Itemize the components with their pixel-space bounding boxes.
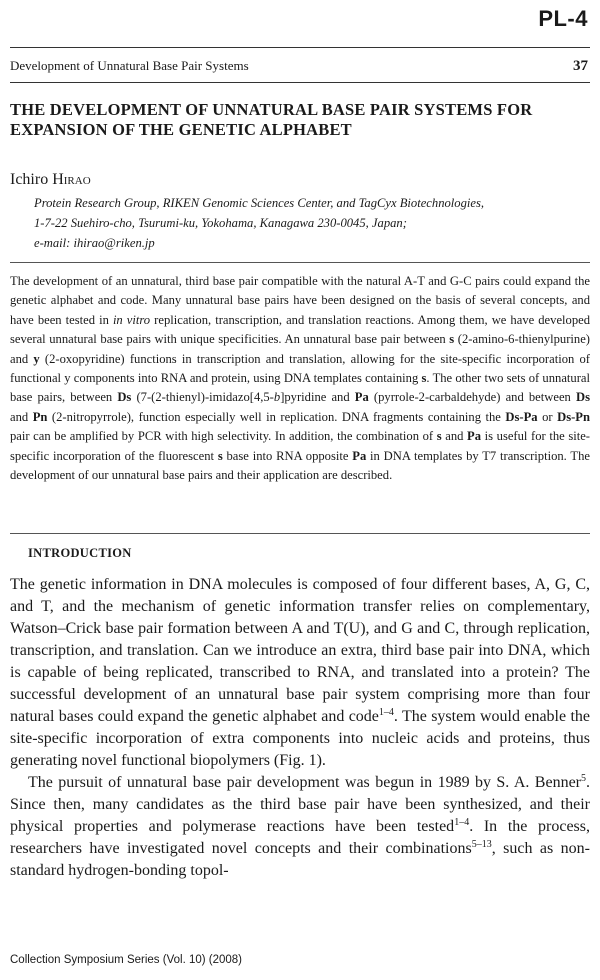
abstract-text: replication, transcription, and translation reactions. Among them, we have developed several unnatural base pairs with unique specificities. An unnatural base pair between [10,312,591,347]
abstract-text: . The other two sets of unnatural base pairs, between [10,371,590,405]
abstract-bold: Pa [352,448,367,463]
abstract-text: ]pyridine and [280,390,355,405]
paragraph [10,574,590,772]
footer-series: Collection Symposium Series (Vol. 10) (2008) [10,954,243,966]
abstract-text: and [441,429,468,444]
abstract-italic: in vitro [112,312,151,327]
abstract-bold: Pa [467,429,482,444]
citation: 1–4 [378,707,394,718]
author-last-name: Hirao [52,171,91,188]
paragraph-text: The genetic information in DNA molecules is composed of four different bases, A, G, C, and T, and the mechanism of genetic information transfer relies on complementary, Watson–Crick base pair formation between A and T(U), and G and C, through replication, transcription, and translation. Can we introduce an extra, third base pair into DNA, which is capable of being replicated, transcribed to RNA, and translated into a protein? The successful development of an unnatural base pair system comprising more than four natural bases could expand the genetic alphabet and code [10,576,590,725]
page-label: PL-4 [538,6,588,31]
abstract-bold: Ds-Pn [557,409,590,424]
paragraph-text: . Since then, many candidates as the third base pair have been synthesized, and their physical properties and polymerase reactions have been tested [10,774,590,835]
paper-title [10,100,580,140]
citation: 5–13 [471,839,492,850]
abstract-text: (7-(2-thienyl)-imidazo[4,5- [131,390,274,405]
title-line-2: EXPANSION OF THE GENETIC ALPHABET [10,120,352,139]
header-rule-top [10,47,590,48]
affiliation-line-2: 1-7-22 Suehiro-cho, Tsurumi-ku, Yokohama, Kanagawa 230-0045, Japan; [34,216,407,230]
abstract-text: (2-nitropyrrole), function especially well in replication. DNA fragments containing the [47,409,506,424]
abstract-text: pair can be amplified by PCR with high selectivity. In addition, the combination of [10,429,437,444]
abstract-bold: Pn [32,409,48,424]
running-head [10,58,588,75]
abstract-text: and [10,409,33,424]
abstract-text: (2-amino-6-thienylpurine) and [10,332,590,366]
paragraph-text: , such as non-standard hydrogen-bonding topol- [10,840,591,879]
abstract-text: The development of an unnatural, third base pair compatible with the natural A-T and G-C pairs could expand the genetic alphabet and code. Many unnatural base pairs have been designed on the basis of several concepts, and have been tested in [10,274,590,327]
section-heading: INTRODUCTION [28,546,132,560]
abstract [10,272,590,485]
affiliation-line-1: Protein Research Group, RIKEN Genomic Sciences Center, and TagCyx Biotechnologies, [34,196,485,210]
affiliation [34,193,580,253]
abstract-rule-bottom [10,533,590,534]
abstract-text: is useful for the site-specific incorporation of the fluorescent [10,429,590,463]
paragraph-text: The pursuit of unnatural base pair development was begun in 1989 by S. A. Benner [28,774,581,791]
affiliation-email: e-mail: ihirao@riken.jp [34,236,155,250]
abstract-rule-top [10,262,590,263]
abstract-text: (pyrrole-2-carbaldehyde) and between [368,390,576,405]
abstract-bold: s [421,371,427,386]
citation: 1–4 [454,817,470,828]
abstract-bold: Pa [354,390,369,405]
abstract-bold: Ds [117,390,132,405]
abstract-bold: Ds-Pa [505,409,538,424]
abstract-bold: s [436,429,442,444]
abstract-bold: Ds [575,390,590,405]
author-name [10,171,91,189]
abstract-bold: s [449,332,455,347]
abstract-italic: b [273,390,281,405]
body-text [10,574,590,882]
paragraph-text: . In the process, researchers have investigated novel concepts and their combinations [10,818,591,857]
abstract-text: base into RNA opposite [222,448,353,463]
citation: 5 [581,773,586,784]
abstract-text: or [537,409,558,424]
paragraph [10,772,590,882]
page-number: 37 [573,58,588,74]
abstract-text: in DNA templates by T7 transcription. The development of our unnatural base pairs and their application are described. [10,448,590,483]
running-head-text: Development of Unnatural Base Pair Systems [10,58,249,73]
author-first-name: Ichiro [10,171,49,188]
header-rule-bottom [10,82,590,83]
abstract-text: (2-oxopyridine) functions in transcription and translation, allowing for the site-specific incorporation of functional y components into RNA and protein, using DNA templates containing [10,351,590,386]
title-line-1: THE DEVELOPMENT OF UNNATURAL BASE PAIR SYSTEMS FOR [10,100,533,119]
paragraph-text: . The system would enable the site-specific incorporation of extra components into nucleic acids and proteins, thus generating novel functional biopolymers (Fig. 1). [10,708,591,769]
abstract-bold: y [33,351,40,366]
abstract-bold: s [217,448,223,463]
